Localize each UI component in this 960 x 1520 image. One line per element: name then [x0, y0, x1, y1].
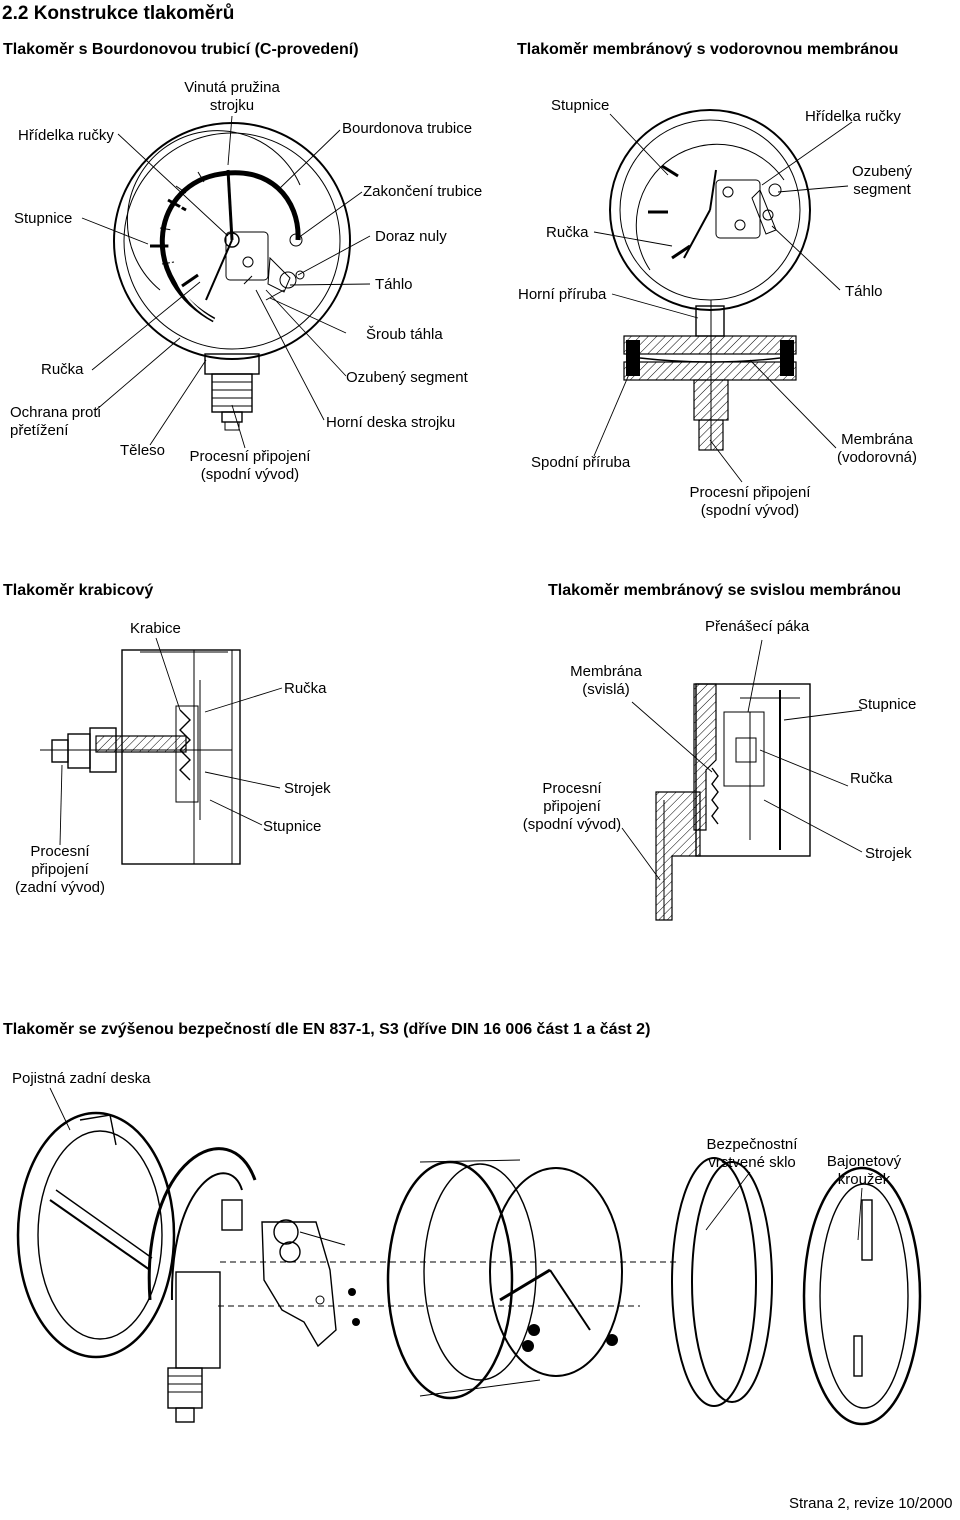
- movement: [262, 1220, 360, 1346]
- label-stupnice: Stupnice: [263, 818, 322, 835]
- label-ozubeny-1: Ozubený: [851, 163, 913, 180]
- label-trubice: Bourdonova trubice: [342, 120, 473, 137]
- label-vinuta-2: strojku: [209, 97, 255, 114]
- label-ozubeny: Ozubený segment: [346, 369, 468, 386]
- label-pojistna: Pojistná zadní deska: [12, 1070, 151, 1087]
- capsule-heading: Tlakoměr krabicový: [3, 582, 154, 599]
- label-pripojeni-1: Procesní: [542, 780, 602, 797]
- back-plate: [18, 1113, 174, 1357]
- label-pripojeni-1: Procesní: [30, 843, 90, 860]
- label-ochrana-1: Ochrana proti: [10, 404, 101, 421]
- label-pripojeni-2: (spodní vývod): [700, 502, 800, 519]
- label-bajonet-1: Bajonetový: [826, 1153, 902, 1170]
- label-pripojeni-1: Procesní připojení: [689, 484, 811, 501]
- label-membrana-2: (vodorovná): [836, 449, 918, 466]
- label-rucka: Ručka: [41, 361, 84, 378]
- bourdon-heading: Tlakoměr s Bourdonovou trubicí (C-provedení): [3, 41, 359, 58]
- label-horni-deska: Horní deska strojku: [326, 414, 456, 431]
- safety-glass: [672, 1158, 772, 1406]
- label-pripojeni-2: (spodní vývod): [200, 466, 300, 483]
- label-membrana-1: Membrána: [841, 431, 913, 448]
- label-strojek: Strojek: [284, 780, 331, 797]
- label-membrana-2: (svislá): [582, 681, 630, 698]
- label-tahlo: Táhlo: [375, 276, 413, 293]
- label-bajonet-2: kroužek: [837, 1171, 891, 1188]
- membrane-horizontal-heading: Tlakoměr membránový s vodorovnou membránou: [517, 41, 899, 58]
- membrane-horizontal-drawing: [610, 110, 810, 450]
- label-rucka: Ručka: [284, 680, 327, 697]
- page-footer: Strana 2, revize 10/2000: [789, 1495, 953, 1512]
- label-ochrana-2: přetížení: [10, 422, 69, 439]
- label-krabice: Krabice: [130, 620, 181, 637]
- label-prenaseci: Přenášecí páka: [705, 618, 810, 635]
- label-sklo-1: Bezpečnostní: [706, 1136, 798, 1153]
- label-spodni-priruba: Spodní příruba: [531, 454, 631, 471]
- label-sklo-2: vrstvené sklo: [708, 1154, 796, 1171]
- label-stupnice: Stupnice: [858, 696, 917, 713]
- label-hridelka: Hřídelka ručky: [805, 108, 901, 125]
- label-doraz: Doraz nuly: [375, 228, 447, 245]
- label-horni-priruba: Horní příruba: [518, 286, 607, 303]
- label-rucka: Ručka: [546, 224, 589, 241]
- label-hridelka: Hřídelka ručky: [18, 127, 114, 144]
- label-pripojeni-1: Procesní připojení: [189, 448, 311, 465]
- label-zakonceni: Zakončení trubice: [363, 183, 483, 200]
- safety-heading: Tlakoměr se zvýšenou bezpečností dle EN 837-1, S3 (dříve DIN 16 006 část 1 a část 2): [3, 1021, 651, 1038]
- label-pripojeni-2: připojení: [31, 861, 89, 878]
- section-title: 2.2 Konstrukce tlakoměrů: [2, 3, 235, 24]
- case-with-dial: [388, 1160, 622, 1398]
- capsule-gauge-drawing: [40, 650, 240, 864]
- membrane-vertical-heading: Tlakoměr membránový se svislou membránou: [548, 582, 902, 599]
- bourdon-scale: [127, 131, 300, 290]
- label-pripojeni-3: (spodní vývod): [522, 816, 622, 833]
- label-stupnice: Stupnice: [551, 97, 610, 114]
- bourdon-gauge-drawing: [114, 123, 350, 430]
- label-sroub: Šroub táhla: [366, 326, 443, 343]
- label-ozubeny-2: segment: [853, 181, 911, 198]
- bayonet-ring: [804, 1168, 920, 1424]
- label-teleso: Těleso: [120, 442, 166, 459]
- label-stupnice: Stupnice: [14, 210, 73, 227]
- label-strojek: Strojek: [865, 845, 912, 862]
- label-tahlo: Táhlo: [845, 283, 883, 300]
- label-pripojeni-3: (zadní vývod): [14, 879, 106, 896]
- label-membrana-1: Membrána: [570, 663, 642, 680]
- label-pripojeni-2: připojení: [543, 798, 601, 815]
- label-vinuta-1: Vinutá pružina: [184, 79, 280, 96]
- case-socket: [149, 1149, 255, 1422]
- label-rucka: Ručka: [850, 770, 893, 787]
